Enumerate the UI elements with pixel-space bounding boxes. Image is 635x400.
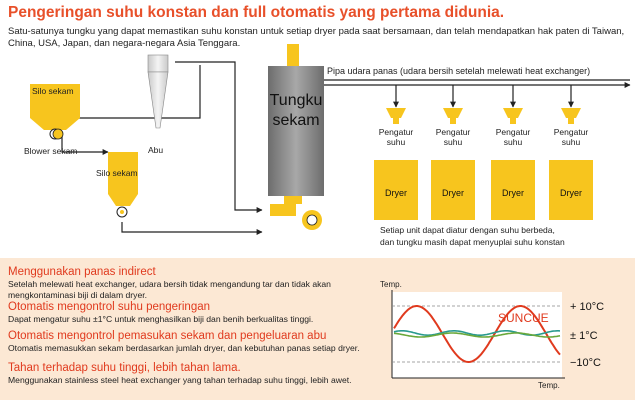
regulator-4-label-1: Pengatur [553, 127, 589, 137]
regulator-2 [443, 108, 463, 124]
regulator-4 [561, 108, 581, 124]
furnace-label-1: Tungku [269, 92, 323, 109]
furnace-label-2: sekam [272, 112, 320, 129]
regulator-3-label-2: suhu [503, 137, 523, 147]
label-pm1: ± 1°C [570, 330, 598, 342]
dryer-4-label: Dryer [560, 188, 582, 198]
feature-1-heading: Menggunakan panas indirect [8, 266, 156, 278]
temperature-graph [370, 278, 632, 398]
note-line-1: Setiap unit dapat diatur dengan suhu berbeda, [380, 225, 555, 235]
pipe-label: Pipa udara panas (udara bersih setelah melewati heat exchanger) [327, 66, 591, 76]
regulator-1-label-1: Pengatur [378, 127, 414, 137]
furnace [268, 44, 324, 230]
abu-label: Abu [148, 145, 164, 155]
regulator-2-label-2: suhu [443, 137, 463, 147]
blower-icon [53, 129, 63, 139]
dryer-2-label: Dryer [442, 188, 464, 198]
dryer-1-label: Dryer [385, 188, 407, 198]
regulator-3-label-1: Pengatur [495, 127, 531, 137]
regulator-3 [503, 108, 523, 124]
regulator-2-label-1: Pengatur [435, 127, 471, 137]
feature-4 [8, 361, 378, 386]
feature-2 [8, 300, 378, 325]
feature-3-heading: Otomatis mengontrol pemasukan sekam dan pengeluaran abu [8, 330, 327, 342]
intro-text: Satu-satunya tungku yang dapat memastikan suhu konstan untuk setiap dryer pada saat bersamaan, dan telah mendapatkan hak paten di Taiwan, China, USA, Japan, dan negara-negara Asia Tenggara. [8, 26, 625, 49]
note-line-2: dan tungku masih dapat menyuplai suhu konstan [380, 237, 565, 247]
graph-ylabel: Temp. [380, 280, 402, 289]
cyclone [148, 55, 168, 128]
feature-2-heading: Otomatis mengontrol suhu pengeringan [8, 301, 211, 313]
graph-brand: SUNCUE [498, 311, 549, 325]
page-title: Pengeringan suhu konstan dan full otomatis yang pertama didunia. [8, 4, 505, 21]
dryer-3-label: Dryer [502, 188, 524, 198]
silo-2-label: Silo sekam [96, 168, 138, 178]
feature-1 [8, 265, 378, 300]
silo-2 [108, 152, 138, 217]
feature-3-desc: Otomatis memasukkan sekam berdasarkan jumlah dryer, dan kebutuhan panas setiap dryer. [8, 343, 360, 353]
graph-xlabel: Temp. [538, 381, 560, 390]
regulator-1-label-2: suhu [386, 137, 406, 147]
label-plus10: + 10°C [570, 301, 605, 313]
regulator-4-label-2: suhu [561, 137, 581, 147]
regulator-1 [386, 108, 406, 124]
silo-1-label: Silo sekam [32, 86, 74, 96]
feature-4-desc: Menggunakan stainless steel heat exchanger yang tahan terhadap suhu tinggi, lebih awet. [8, 375, 352, 385]
feature-4-heading: Tahan terhadap suhu tinggi, lebih tahan lama. [8, 362, 241, 374]
feature-2-desc: Dapat mengatur suhu ±1°C untuk menghasilkan biji dan benih berkualitas tinggi. [8, 314, 314, 324]
label-minus10: −10°C [570, 357, 602, 369]
feature-1-desc: Setelah melewati heat exchanger, udara bersih tidak mengandung tar dan tidak akan mengkontaminasi biji di dalam dryer. [8, 279, 331, 300]
feature-3 [8, 329, 378, 354]
blower-label: Blower sekam [24, 146, 78, 156]
